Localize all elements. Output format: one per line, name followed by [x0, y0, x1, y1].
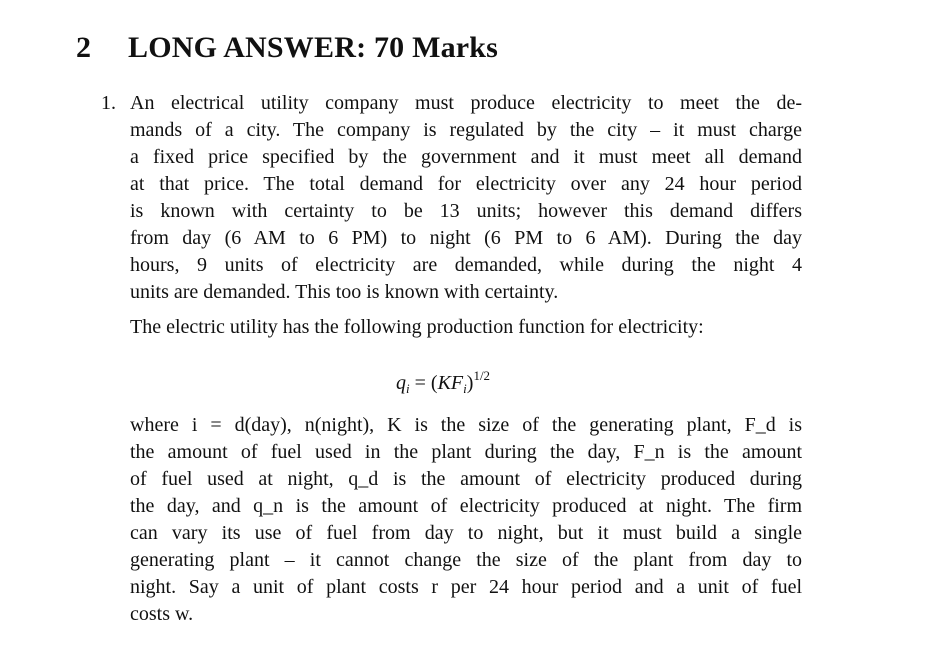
- paragraph-line: where i = d(day), n(night), K is the size of the generating plant, F_d is: [130, 414, 802, 436]
- paragraph-line: The electric utility has the following production function for electricity:: [130, 316, 704, 338]
- paragraph-line: hours, 9 units of electricity are demanded, while during the night 4: [130, 254, 802, 276]
- equation-close-paren: ): [466, 372, 474, 394]
- paragraph-line: mands of a city. The company is regulated by the city – it must charge: [130, 119, 802, 141]
- question-paragraph-definitions: [130, 412, 802, 628]
- equation-kf: KF: [437, 372, 464, 394]
- production-function-equation: [396, 362, 490, 403]
- paragraph-line: generating plant – it cannot change the size of the plant from day to: [130, 549, 802, 571]
- question-paragraph-production: [130, 314, 802, 341]
- section-number: 2: [76, 31, 92, 64]
- paragraph-line: night. Say a unit of plant costs r per 24 hour period and a unit of fuel: [130, 576, 802, 598]
- paragraph-line: at that price. The total demand for electricity over any 24 hour period: [130, 173, 802, 195]
- question-paragraph-intro: [130, 90, 802, 306]
- paragraph-line: the amount of fuel used in the plant during the day, F_n is the amount: [130, 441, 802, 463]
- equation-exponent: 1/2: [473, 368, 491, 383]
- paragraph-line: of fuel used at night, q_d is the amount of electricity produced during: [130, 468, 802, 490]
- paragraph-line: units are demanded. This too is known with certainty.: [130, 281, 559, 303]
- equation-kf-subscript: i: [463, 381, 467, 396]
- section-heading: [76, 28, 498, 68]
- equation-lhs-subscript: i: [406, 381, 410, 396]
- section-title: LONG ANSWER: 70 Marks: [128, 31, 499, 64]
- paragraph-line: from day (6 AM to 6 PM) to night (6 PM to 6 AM). During the day: [130, 227, 802, 249]
- paragraph-line: costs w.: [130, 603, 194, 625]
- paragraph-line: An electrical utility company must produce electricity to meet the de-: [130, 92, 802, 114]
- equation-equals: = (: [409, 372, 438, 394]
- equation-lhs: q: [396, 372, 406, 394]
- paragraph-line: is known with certainty to be 13 units; however this demand differs: [130, 200, 802, 222]
- question-number: 1.: [101, 92, 116, 114]
- paragraph-line: a fixed price specified by the government and it must meet all demand: [130, 146, 802, 168]
- paragraph-line: can vary its use of fuel from day to night, but it must build a single: [130, 522, 802, 544]
- paragraph-line: the day, and q_n is the amount of electricity produced at night. The firm: [130, 495, 802, 517]
